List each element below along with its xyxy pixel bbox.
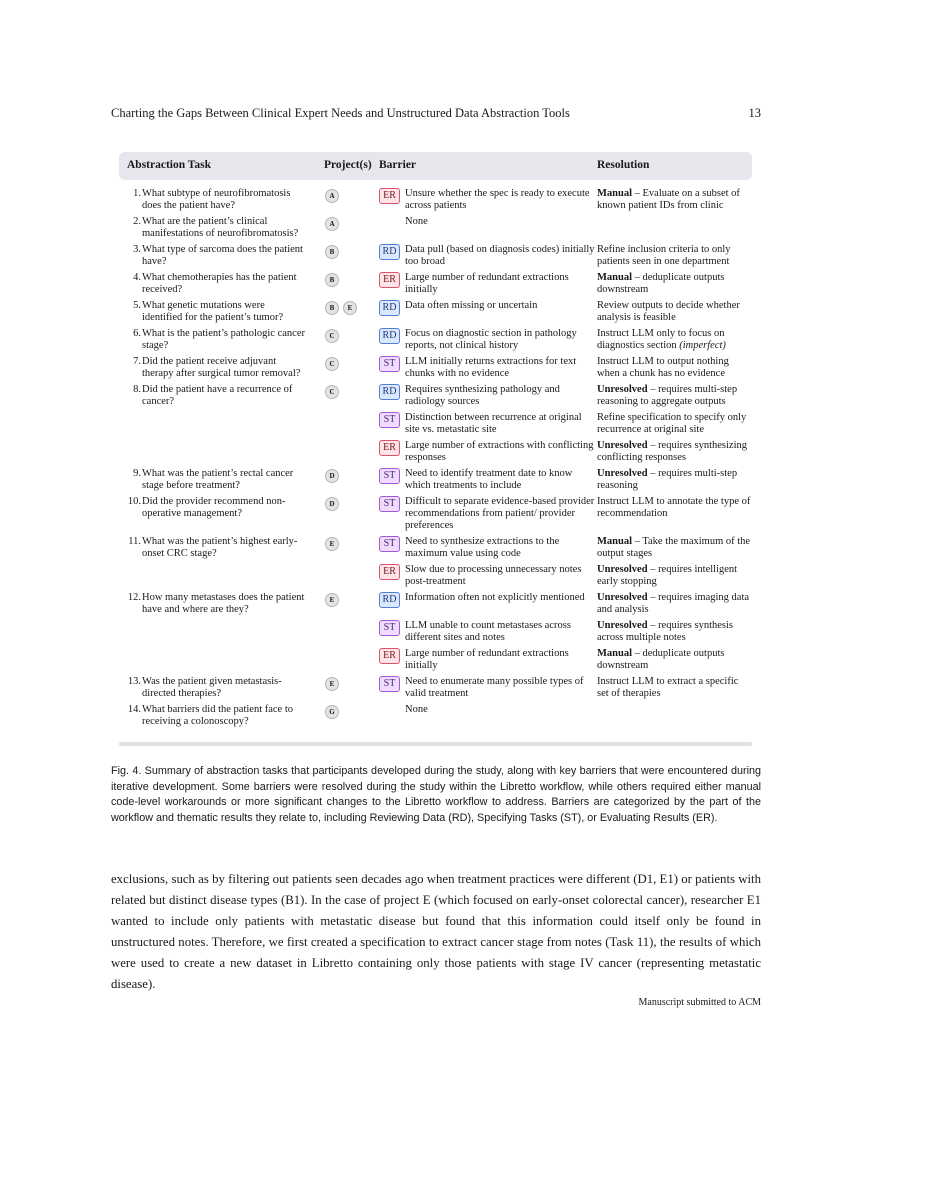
resolution-detail: – Take the maximum of the output stages: [597, 536, 751, 559]
body-paragraph: exclusions, such as by filtering out patients seen decades ago when treatment practices were different (D1, E1) or patients with related but distinct disease types (B1). In the case of project E (which focused on early-onset colorectal cancer), researcher E1 wanted to include only patients with metastatic disease but found that this information could itself only be found in unstructured notes. Therefore, we first created a specification to extract cancer stage from notes (Task 11), the results of which were used to create a new dataset in Libretto containing only those patients with stage IV cancer (representing metastatic disease).: [111, 872, 761, 991]
project-badges: [325, 301, 361, 315]
resolution-status: Manual: [597, 272, 633, 283]
task-text: What genetic mutations were identified for the patient’s tumor?: [142, 300, 284, 323]
barrier-category-badge: RD: [379, 244, 400, 260]
project-badge: C: [325, 329, 339, 343]
barrier-category-badge: RD: [379, 300, 400, 316]
project-badge: C: [325, 385, 339, 399]
barrier-category-badge: ST: [379, 468, 400, 484]
resolution-note: (imperfect): [679, 340, 726, 351]
task-text: How many metastases does the patient have and where are they?: [142, 592, 305, 615]
resolution-text: [597, 468, 752, 492]
task-text: What subtype of neurofibromatosis does the patient have?: [142, 188, 291, 211]
project-badge: C: [325, 357, 339, 371]
task-number: 13.: [127, 676, 141, 687]
project-badges: [325, 385, 343, 399]
running-head-title: Charting the Gaps Between Clinical Expert Needs and Unstructured Data Abstraction Tools: [111, 106, 570, 120]
task-number: 6.: [133, 328, 141, 339]
barrier-category-badge: ST: [379, 536, 400, 552]
resolution-text: [597, 592, 752, 616]
task-number: 12.: [127, 592, 141, 603]
barrier-text: Slow due to processing unnecessary notes post-treatment: [405, 564, 582, 587]
task-number: 8.: [133, 384, 141, 395]
barrier-text: Difficult to separate evidence-based provider recommendations from patient/ provider preferences: [405, 496, 595, 531]
project-badges: [325, 537, 343, 551]
resolution-text: [597, 300, 752, 324]
barrier-category-badge: ER: [379, 188, 400, 204]
task-text: What chemotherapies has the patient received?: [142, 272, 297, 295]
task-text: Was the patient given metastasis-directed therapies?: [142, 676, 282, 699]
barrier-category-badge: ER: [379, 648, 400, 664]
barrier-category-badge: ER: [379, 564, 400, 580]
resolution-status: Manual: [597, 648, 633, 659]
resolution-text: [597, 384, 752, 408]
project-badges: [325, 593, 343, 607]
project-badges: [325, 469, 343, 483]
resolution-status: Unresolved: [597, 592, 648, 603]
resolution-status: Unresolved: [597, 440, 648, 451]
task-number: 7.: [133, 356, 141, 367]
resolution-detail: Instruct LLM to annotate the type of recommendation: [597, 496, 751, 519]
project-badge: E: [325, 593, 339, 607]
barrier-text: Data pull (based on diagnosis codes) initially too broad: [405, 244, 595, 267]
task-number: 3.: [133, 244, 141, 255]
project-badge: A: [325, 189, 339, 203]
resolution-text: [597, 188, 752, 212]
barrier-text: Need to synthesize extractions to the maximum value using code: [405, 536, 560, 559]
table-body: [119, 188, 752, 738]
barrier-text: Information often not explicitly mentioned: [405, 592, 585, 603]
resolution-text: [597, 440, 752, 464]
resolution-text: [597, 564, 752, 588]
barrier-category-badge: ST: [379, 356, 400, 372]
project-badges: [325, 677, 343, 691]
task-number: 14.: [127, 704, 141, 715]
barrier-category-badge: RD: [379, 592, 400, 608]
task-number: 5.: [133, 300, 141, 311]
barrier-category-badge: ER: [379, 272, 400, 288]
resolution-text: [597, 356, 752, 380]
task-text: What was the patient’s rectal cancer stage before treatment?: [142, 468, 294, 491]
barrier-text: Need to identify treatment date to know which treatments to include: [405, 468, 573, 491]
barrier-text: Requires synthesizing pathology and radiology sources: [405, 384, 560, 407]
barrier-text: Data often missing or uncertain: [405, 300, 538, 311]
task-number: 9.: [133, 468, 141, 479]
resolution-text: [597, 620, 752, 644]
resolution-status: Unresolved: [597, 564, 648, 575]
task-text: Did the provider recommend non-operative management?: [142, 496, 286, 519]
project-badge: E: [325, 537, 339, 551]
resolution-detail: Review outputs to decide whether analysis is feasible: [597, 300, 740, 323]
resolution-detail: – requires synthesis across multiple notes: [597, 620, 734, 643]
resolution-text: [597, 244, 752, 268]
barrier-text: None: [405, 216, 428, 227]
project-badge: B: [325, 273, 339, 287]
barrier-text: Large number of redundant extractions initially: [405, 272, 569, 295]
resolution-detail: – Evaluate on a subset of known patient IDs from clinic: [597, 188, 740, 211]
barrier-category-badge: ST: [379, 676, 400, 692]
project-badges: [325, 189, 343, 203]
running-head: [111, 106, 761, 124]
barrier-text: Distinction between recurrence at original site vs. metastatic site: [405, 412, 582, 435]
resolution-status: Manual: [597, 536, 633, 547]
barrier-text: Focus on diagnostic section in pathology reports, not clinical history: [405, 328, 577, 351]
project-badges: [325, 329, 343, 343]
resolution-detail: – requires synthesizing conflicting responses: [597, 440, 747, 463]
barrier-category-badge: ST: [379, 412, 400, 428]
resolution-status: Manual: [597, 188, 633, 199]
task-text: Did the patient receive adjuvant therapy after surgical tumor removal?: [142, 356, 301, 379]
resolution-status: Unresolved: [597, 468, 648, 479]
task-number: 11.: [128, 536, 141, 547]
barrier-category-badge: ER: [379, 440, 400, 456]
project-badge: D: [325, 497, 339, 511]
project-badge: A: [325, 217, 339, 231]
resolution-status: Unresolved: [597, 620, 648, 631]
task-number: 10.: [127, 496, 141, 507]
project-badges: [325, 217, 343, 231]
task-text: Did the patient have a recurrence of cancer?: [142, 384, 293, 407]
abstraction-task-table: [119, 152, 752, 746]
resolution-text: [597, 272, 752, 296]
header-resolution: Resolution: [597, 159, 650, 171]
resolution-detail: Instruct LLM to extract a specific set of therapies: [597, 676, 739, 699]
project-badge: B: [325, 301, 339, 315]
page-number: 13: [748, 106, 761, 120]
project-badge: E: [325, 677, 339, 691]
task-text: What barriers did the patient face to receiving a colonoscopy?: [142, 704, 294, 727]
header-projects: Project(s): [324, 159, 372, 171]
task-text: What are the patient’s clinical manifestations of neurofibromatosis?: [142, 216, 299, 239]
barrier-category-badge: ST: [379, 620, 400, 636]
task-number: 4.: [133, 272, 141, 283]
task-number: 1.: [133, 188, 141, 199]
project-badges: [325, 705, 343, 719]
resolution-detail: Instruct LLM to output nothing when a chunk has no evidence: [597, 356, 729, 379]
resolution-detail: – requires intelligent early stopping: [597, 564, 738, 587]
task-text: What was the patient’s highest early-onset CRC stage?: [142, 536, 298, 559]
resolution-detail: – deduplicate outputs downstream: [597, 272, 725, 295]
project-badges: [325, 273, 343, 287]
project-badge: E: [343, 301, 357, 315]
resolution-text: [597, 536, 752, 560]
table-bottom-rule: [119, 742, 752, 746]
project-badges: [325, 497, 343, 511]
project-badge: B: [325, 245, 339, 259]
barrier-text: LLM unable to count metastases across different sites and notes: [405, 620, 571, 643]
project-badges: [325, 357, 343, 371]
header-abstraction-task: Abstraction Task: [127, 159, 212, 171]
resolution-status: Unresolved: [597, 384, 648, 395]
header-barrier: Barrier: [379, 159, 417, 171]
barrier-text: LLM initially returns extractions for text chunks with no evidence: [405, 356, 577, 379]
barrier-text: None: [405, 704, 428, 715]
resolution-detail: Refine inclusion criteria to only patients seen in one department: [597, 244, 731, 267]
resolution-detail: Instruct LLM only to focus on diagnostics section: [597, 328, 725, 351]
barrier-category-badge: ST: [379, 496, 400, 512]
resolution-detail: – deduplicate outputs downstream: [597, 648, 725, 671]
resolution-text: [597, 328, 752, 352]
barrier-category-badge: RD: [379, 384, 400, 400]
project-badge: D: [325, 469, 339, 483]
resolution-text: [597, 648, 752, 672]
task-text: What is the patient’s pathologic cancer stage?: [142, 328, 305, 351]
resolution-text: [597, 496, 752, 520]
project-badge: G: [325, 705, 339, 719]
resolution-text: [597, 412, 752, 436]
resolution-detail: – requires multi-step reasoning: [597, 468, 738, 491]
barrier-text: Need to enumerate many possible types of valid treatment: [405, 676, 584, 699]
figure-caption: Fig. 4. Summary of abstraction tasks that participants developed during the study, along with key barriers that were encountered during iterative development. Some barriers were resolved during the study within the Libretto workflow, while others required either manual code-level workarounds or more significant changes to the Libretto workflow to address. Barriers are categorized by the part of the workflow and thematic results they relate to, including Reviewing Data (RD), Specifying Tasks (ST), or Evaluating Results (ER).: [111, 765, 761, 824]
resolution-detail: – requires multi-step reasoning to aggregate outputs: [597, 384, 738, 407]
resolution-detail: Refine specification to specify only recurrence at original site: [597, 412, 747, 435]
resolution-detail: – requires imaging data and analysis: [597, 592, 750, 615]
barrier-text: Unsure whether the spec is ready to execute across patients: [405, 188, 590, 211]
task-number: 2.: [133, 216, 141, 227]
table-header: [119, 152, 752, 180]
barrier-text: Large number of redundant extractions initially: [405, 648, 569, 671]
resolution-text: [597, 676, 752, 700]
page-footer: Manuscript submitted to ACM: [638, 997, 761, 1008]
barrier-text: Large number of extractions with conflicting responses: [405, 440, 594, 463]
task-text: What type of sarcoma does the patient have?: [142, 244, 303, 267]
barrier-category-badge: RD: [379, 328, 400, 344]
project-badges: [325, 245, 343, 259]
